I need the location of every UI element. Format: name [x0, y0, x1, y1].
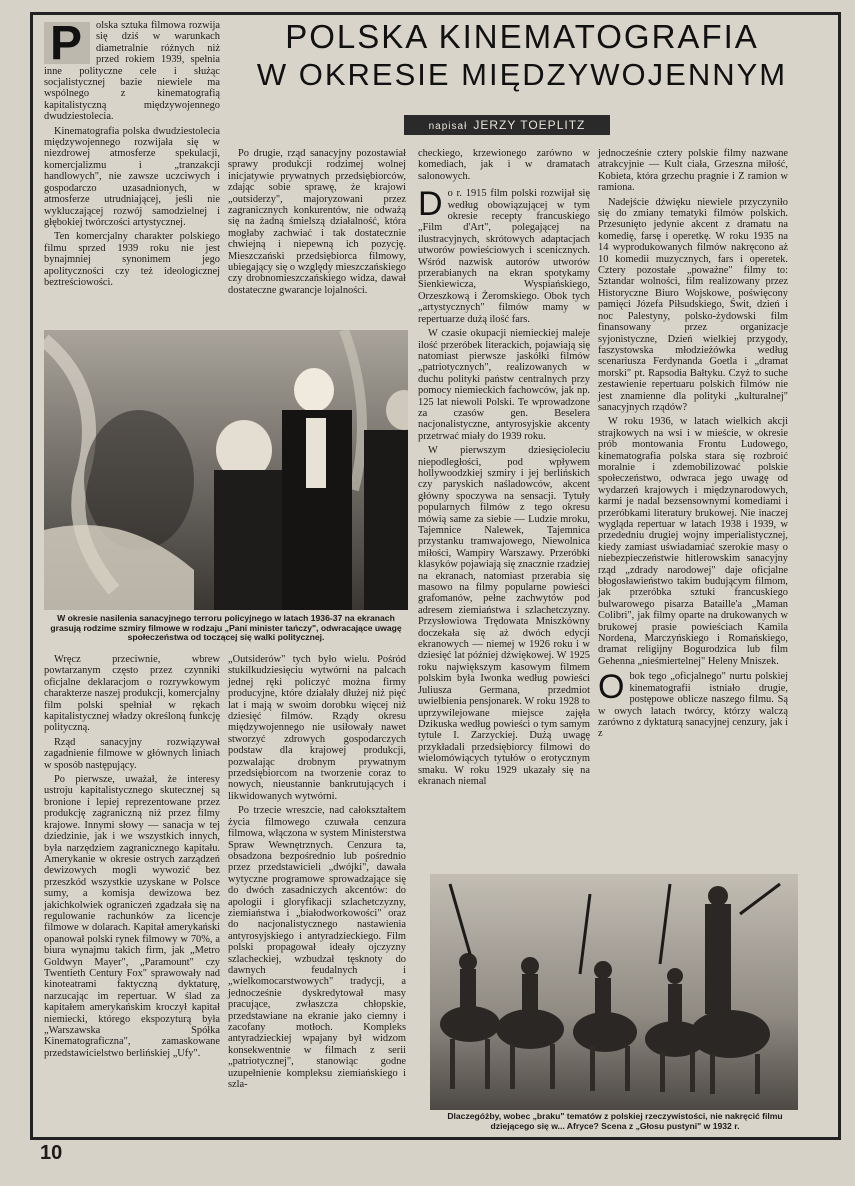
paragraph: olska sztuka filmowa rozwija się dziś w warunkach diametralnie różnych niż przed rokiem 1939, spełnia inne polityczne cele i służąc socjalistycznej bazie niewiele ma wspólnego z kinematografią kapitalistyczną międzywojennego dwudziestolecia. [44, 20, 220, 123]
column-5 [44, 654, 220, 1062]
paragraph: o r. 1915 film polski rozwijał się według obowiązującej w tym okresie recepty francuskiego „Film d'Art", polegającej na ilustracyjnych, skrótowych adaptacjach utworów powieściowych i scenicznych. Wśród nazwisk autorów utworów przerabianych na ekran spotykamy Sienkiewicza, Wyspiańskiego, Orzeszkową i Żeromskiego. Obok tych „artystycznych" filmów mamy w repertuarze dużą ilość fars. [418, 188, 590, 325]
paragraph: Po drugie, rząd sanacyjny pozostawiał sprawy produkcji rodzimej wolnej inicjatywie prywatnych przedsiębiorców, zdając sobie sprawę, że krajowi „outsiderzy", majoryzowani przez zagranicznych konkurentów, nie odważą się na żadną śmielszą działalność, która mogłaby zachwiać i tak dostatecznie chwiejną i niepewną ich pozycję. Mieszczański przedsiębiorca filmowy, ubiegający się o względy mieszczańskiego czy drobnomieszczańskiego widza, dawał dostateczne gwarancje lojalności. [228, 148, 406, 296]
paragraph: W czasie okupacji niemieckiej maleje ilość przeróbek literackich, pojawiają się natomiast pierwsze jaskółki filmów „patriotycznych", realizowanych w duchu polityki państw centralnych przy pomocy niemieckich fachowców, jak np. 125 lat niewoli Polski. Te wprowadzone za czasów gen. Beselera nacjonalistyczne, antyrosyjskie akcenty przetrwać miały do 1939 roku. [418, 328, 590, 442]
film-still-photo-2 [430, 874, 798, 1110]
column-4 [598, 148, 788, 743]
column-1 [44, 17, 220, 291]
drop-cap-o: O [598, 668, 625, 707]
title-line-1: POLSKA KINEMATOGRAFIA [285, 18, 759, 55]
paragraph: Ten komercjalny charakter polskiego filmu sprzed 1939 roku nie jest bynajmniej synonimem jego apolityczności czy też ideologicznej beztreściowości. [44, 231, 220, 288]
paragraph: Po trzecie wreszcie, nad całokształtem życia filmowego czuwała cenzura filmowa, włączona w system Ministerstwa Spraw Wewnętrznych. Cenzura ta, obsadzona bezpośrednio lub pośrednio przez przedstawicieli „dwójki", dawała wytyczne programowe sprowadzające się do dwóch zasadniczych akcentów: do apologii i gloryfikacji szlachetczyzny, ziemiaństwa i „białodworkowości" oraz do nacjonalistycznego nastawienia antyrosyjskiego i antyradzieckiego. Film polski propagował ideały ojczyzny szlacheckiej, wzbudzał tęsknoty do dawnych feudalnych i „wielkomocarstwowych" tradycji, a jednocześnie dyskredytował masy pracujące, zwłaszcza chłopskie, przedstawiane na ekranie jako ciemny i zacofany motłoch. Kompleks antyradzieckiej wpajany był widzom konsekwentnie w filmach z serii „patriotycznej", stanowiąc godne uzupełnienie kompleksu ziemiańskiego i szla- [228, 805, 406, 1091]
byline-author: JERZY TOEPLITZ [473, 118, 586, 132]
column-3 [418, 148, 590, 790]
paragraph: checkiego, krzewionego zarówno w komediach, jak i w dramatach salonowych. [418, 148, 590, 182]
paragraph: W pierwszym dziesięcioleciu niepodległości, pod wpływem hollywoodzkiej szmiry i jej berlińskich czy paryskich naśladowców, akcent główny spoczywa na sensacji. Tytuły popularnych filmów z tego okresu mówią same za siebie — Ludzie mroku, Tajemnice Nalewek, Tajemnica przystanku tramwajowego, Niewolnica miłości, Wampiry Warszawy. Przeróbki klasyków pojawiają się znacznie rzadziej na ekranach, natomiast przerabia się masowo na filmy popularne powieści grafomanów, pełne zachwytów pod adresem ziemiaństwa i szlachetczyzny. Przysłowiowa Trędowata Mniszkówny doczekała się aż dwóch edycji ekranowych — niemej w 1926 roku i w dziesięć lat później dźwiękowej. W 1925 roku największym kasowym filmem polskim była Iwonka według powieści Juliusza Germana, przedmiot uwielbienia pensjonarek. W roku 1928 to uprzywilejowane miejsce zajęła Dzikuska według powieści o tym samym tytule I. Zarzyckiej. Dużą uwagę przykładali przedsiębiorcy filmowi do wielomówiących tytułów o erotycznym smaku. W roku 1929 ukazały się na ekranach niemal [418, 445, 590, 787]
title-line-2: W OKRESIE MIĘDZYWOJENNYM [256, 57, 788, 92]
byline-prefix: napisał [428, 121, 468, 132]
ballroom-scene-image [44, 330, 408, 610]
paragraph: Nadejście dźwięku niewiele przyczyniło się do zmiany tematyki filmów polskich. Przesunięto jedynie akcent z dramatu na komedię, farsę i operetkę. W roku 1935 na 14 wyprodukowanych filmów nakręcono aż 10 komedii muzycznych, fars i operetek. Cztery pozostałe „poważne" filmy to: Sztandar wolności, film realizowany przez Historyczne Biuro Wojskowe, poświęcony pamięci Józefa Piłsudskiego, Świt, dzień i noc Palestyny, polsko-żydowski film finansowany przez organizacje syjonistyczne, Dzień wielkiej przygody, faszystowska młodzieżówka według scenariusza Ferdynanda Goetla i „dramat morski" pt. Rapsodia Bałtyku. Czyż to suche zestawienie repertuaru polskich filmów nie jest znamienne dla polityki „kulturalnej" sanacyjnych rządów? [598, 196, 788, 413]
paragraph: Wręcz przeciwnie, wbrew powtarzanym często przez czynniki oficjalne deklaracjom o rozrywkowym charakterze naszej produkcji, komercjalny film polski spełniał w rękach kapitalistycznej władzy określoną funkcję polityczną. [44, 654, 220, 734]
desert-cavalry-image [430, 874, 798, 1110]
paragraph: jednocześnie cztery polskie filmy nazwane atrakcyjnie — Kult ciała, Grzeszna miłość, Kobieta, która grzechu pragnie i Z ramion w ramiona. [598, 148, 788, 194]
column-6 [228, 654, 406, 1093]
photo-1-caption: W okresie nasilenia sanacyjnego terroru policyjnego w latach 1936-37 na ekranach grasują rodzime szmiry filmowe w rodzaju „Pani minister tańczy", odwracające uwagę społeczeństwa od toczącej się walki politycznej. [50, 613, 402, 643]
paragraph: W roku 1936, w latach wielkich akcji strajkowych na wsi i w mieście, w okresie prób montowania Frontu Ludowego, kinematografia polska stara się rozbroić moralnie i zdemobilizować polskie społeczeństwo, odwraca jego uwagę od wydarzeń krajowych i międzynarodowych, karmi je nadal bezsensownymi komediami i przeróbkami literatury brukowej. Nie inaczej wygląda repertuar w latach 1938 i 1939, w przededniu drugiej wojny imperialistycznej, kiedy zamiast uświadamiać szerokie masy o niebezpieczeństwie hitlerowskim sanacyjny rząd „zdrady narodowej" daje oficjalne błogosławieństwo takim budującym filmom, jak przeróbka sztuki francuskiego bulwarowego pisarza Bataille'a „Maman Colibri", jak filmy oparte na drukowanych w brukowej prasie powieściach Kamila Nordena, Marczyńskiego i Romańskiego, dramat religijny Bogurodzica lub film Gehenna „nieśmiertelnej" Heleny Mniszek. [598, 416, 788, 667]
film-still-photo-1 [44, 330, 408, 610]
byline [404, 115, 610, 135]
paragraph: bok tego „oficjalnego" nurtu polskiej kinematografii istniało drugie, postępowe oblicze naszego filmu. Są w owych latach twórcy, którzy walczą zarówno z dyktaturą sanacyjnej cenzury, jak i z [598, 671, 788, 740]
drop-cap-p: P [44, 22, 90, 64]
paragraph: Po pierwsze, uważał, że interesy ustroju kapitalistycznego skutecznej są bronione i lepiej reprezentowane przez produkcję zagraniczną niż przez filmy krajowe. Innymi słowy — sanacja w tej dziedzinie, jak i we wszystkich innych, była narzędziem zagranicznego kapitału. Amerykanie w okresie ostrych zarządzeń dewizowych mogli wywozić bez przeszkód wszystkie uzyskane w Polsce sumy, a komisja dewizowa bez jakichkolwiek ograniczeń zgadzała się na regulowanie rachunków za licencje filmowe w dolarach. Kapitał amerykański opanował polski rynek filmowy w 70%, a biura wynajmu takich firm, jak „Metro Goldwyn Mayer", „Paramount" czy Twentieth Century Fox" sprawowały nad kinoteatrami faktyczną dyktaturę, narzucając im repertuar. W ślad za kapitałem amerykańskim kroczył kapitał niemiecki, którego ekspozyturą była „Warszawska Spółka Kinematograficzna", zamaskowane przedstawicielstwo berlińskiej „Ufy". [44, 774, 220, 1059]
paragraph: Kinematografia polska dwudziestolecia międzywojennego rozwijała się w niezdrowej atmosferze spekulacji, komercjalizmu i „tranzakcji handlowych", nie zawsze uczciwych i gospodarczo uzasadnionych, w atmosferze utrudniającej, jeśli nie wykluczającej rozwój samodzielnej i głębokiej twórczości artystycznej. [44, 125, 220, 228]
page-number: 10 [40, 1142, 63, 1164]
paragraph: Rząd sanacyjny rozwiązywał zagadnienie filmowe w głównych liniach w sposób następujący. [44, 736, 220, 771]
article-title [242, 18, 802, 94]
drop-cap-d: D [418, 185, 443, 224]
photo-2-caption: Dlaczegóżby, wobec „braku" tematów z polskiej rzeczywistości, nie nakręcić filmu dziejącego się w... Afryce? Scena z „Głosu pustyni" w 1932 r. [447, 1111, 783, 1131]
column-2 [228, 148, 406, 299]
paragraph: „Outsiderów" tych było wielu. Pośród stukilkudziesięciu wytwórni na palcach jednej ręki policzyć można firmy producyjne, które działały dłużej niż pięć lat i mają w swoim dorobku więcej niż dziesięć filmów. Rządy okresu międzywojennego nie usiłowały nawet stworzyć zdrowych gospodarczych podstaw dla krajowej produkcji, pozwalając drobnym prywatnym przedsiębiorcom na tworzenie coraz to nowych, nieustannie bankrutujących i likwidowanych wytwórni. [228, 654, 406, 802]
